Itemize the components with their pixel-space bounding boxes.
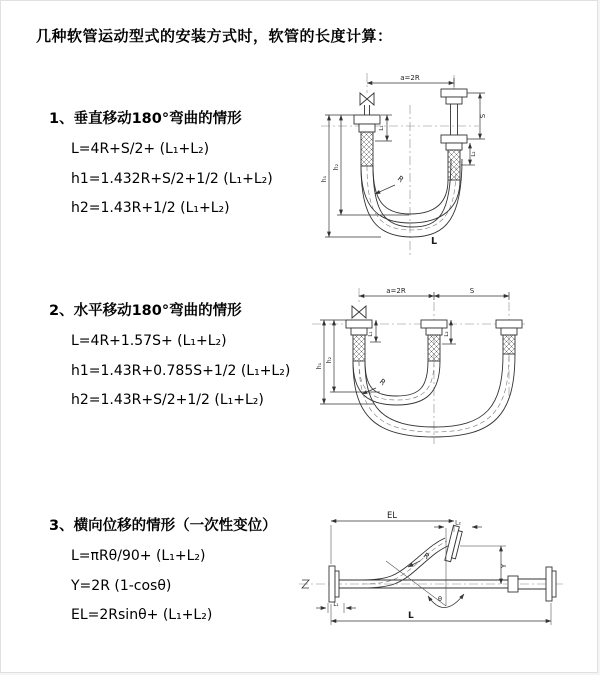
length-label: L bbox=[431, 236, 438, 247]
formula-line: Y=2R (1-cosθ) bbox=[71, 577, 172, 594]
formula-line: L=πRθ/90+ (L₁+L₂) bbox=[71, 548, 206, 564]
dim-label-h2: h₂ bbox=[333, 163, 340, 171]
diagram-horizontal-movement-180-bend bbox=[304, 284, 594, 464]
length-label: L bbox=[408, 611, 414, 621]
dimension-lines bbox=[320, 292, 509, 404]
section-3-formulas bbox=[49, 542, 277, 631]
formula-line: h2=1.43R+S/2+1/2 (L₁+L₂) bbox=[71, 392, 264, 408]
dim-label-l2: L₂ bbox=[455, 519, 461, 527]
formula-line: h1=1.432R+S/2+1/2 (L₁+L₂) bbox=[71, 170, 273, 187]
hose-curves bbox=[361, 159, 462, 237]
displaced-pipe-assembly bbox=[496, 320, 522, 354]
dim-label-l2: L₂ bbox=[471, 151, 477, 157]
dim-label-y: Y bbox=[500, 563, 508, 569]
dim-label-l2: L₂ bbox=[444, 331, 450, 337]
middle-pipe-assembly bbox=[421, 320, 447, 361]
dim-label-h1: h₁ bbox=[321, 175, 328, 183]
section-2-formulas bbox=[49, 327, 290, 416]
dim-label-a2r: a=2R bbox=[400, 74, 420, 82]
section-2 bbox=[49, 299, 290, 416]
valve-icon bbox=[360, 93, 374, 115]
section-3 bbox=[49, 514, 277, 631]
dim-label-l1: L₁ bbox=[333, 602, 339, 608]
radius-label: R bbox=[421, 550, 432, 562]
dim-label-a2r: a=2R bbox=[386, 287, 406, 295]
formula-line: L=4R+S/2+ (L₁+L₂) bbox=[71, 141, 210, 157]
centerlines bbox=[312, 288, 526, 444]
left-pipe-assembly bbox=[346, 320, 372, 361]
valve-icon bbox=[352, 306, 366, 318]
dimension-lines bbox=[316, 521, 551, 625]
dim-label-h2: h₂ bbox=[326, 356, 333, 364]
radius-label: R bbox=[395, 173, 406, 185]
diagram-vertical-movement-180-bend bbox=[309, 67, 581, 263]
section-1-heading: 1、垂直移动180°弯曲的情形 bbox=[49, 111, 242, 127]
right-pipe-assembly bbox=[441, 89, 467, 180]
dim-label-l1: L₁ bbox=[368, 331, 374, 337]
dim-label-s: S bbox=[469, 287, 475, 295]
dim-label-el: EL bbox=[386, 511, 398, 521]
diagram-lateral-displacement bbox=[294, 504, 598, 654]
formula-line: h2=1.43R+1/2 (L₁+L₂) bbox=[71, 200, 230, 216]
dim-label-l1: L₁ bbox=[379, 125, 385, 131]
page-title: 几种软管运动型式的安装方式时，软管的长度计算： bbox=[36, 27, 393, 45]
formula-line: h1=1.43R+0.785S+1/2 (L₁+L₂) bbox=[71, 362, 291, 379]
section-2-heading: 2、水平移动180°弯曲的情形 bbox=[49, 303, 242, 319]
s-curve-hose-displaced-position bbox=[362, 538, 450, 588]
section-1-formulas bbox=[49, 135, 273, 224]
formula-line: EL=2Rsinθ+ (L₁+L₂) bbox=[71, 607, 213, 623]
section-1 bbox=[49, 107, 273, 224]
dim-label-h1: h₁ bbox=[316, 362, 323, 370]
angle-label: θ bbox=[438, 595, 442, 603]
section-3-heading: 3、横向位移的情形（一次性变位） bbox=[49, 518, 277, 534]
dim-label-s: S bbox=[479, 113, 487, 119]
formula-line: L=4R+1.57S+ (L₁+L₂) bbox=[71, 333, 227, 349]
left-pipe-assembly bbox=[354, 115, 380, 166]
radius-label: R bbox=[377, 376, 388, 388]
